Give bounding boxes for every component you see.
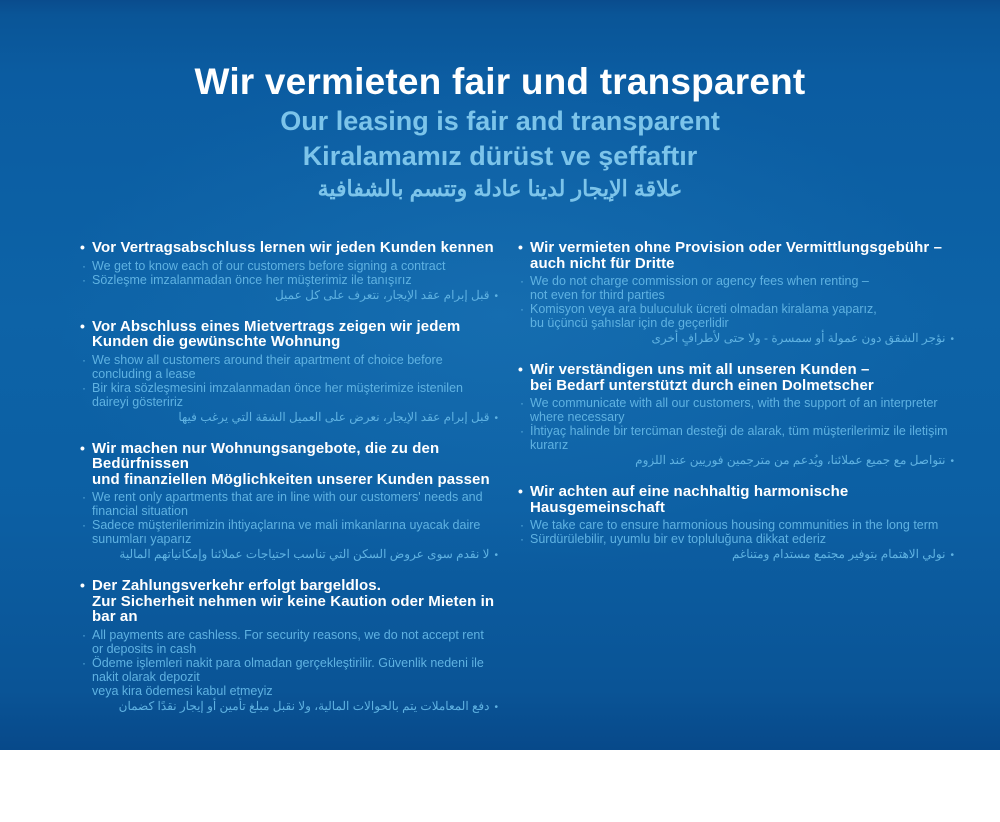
block-line-tr-cont [518, 316, 954, 330]
bullet-icon: • [518, 239, 524, 255]
bullet-icon: • [494, 290, 498, 302]
bullet-icon: • [518, 483, 524, 499]
block-line-ar [518, 453, 954, 469]
line-text: Sürdürülebilir, uyumlu bir ev topluluğuna dikkat ederiz [530, 532, 826, 546]
bullet-icon: · [520, 424, 524, 438]
line-text: veya kira ödemesi kabul etmeyiz [92, 683, 273, 698]
bullet-icon: · [82, 627, 86, 642]
bullet-icon: · [82, 518, 86, 532]
heading-text: Vor Abschluss eines Mietvertrags zeigen wir jedem [92, 317, 461, 335]
heading-text: Zur Sicherheit nehmen wir keine Kaution oder Mieten in bar an [92, 592, 495, 625]
line-text: bu üçüncü şahıslar için de geçerlidir [530, 316, 729, 330]
page-title-arabic: علاقة الإيجار لدينا عادلة وتتسم بالشفافية [317, 176, 683, 201]
block-line-ar [518, 331, 954, 347]
right-column [518, 240, 954, 730]
line-text: قبل إبرام عقد الإيجار، نتعرف على كل عميل [274, 287, 490, 302]
block-line-en-cont [518, 288, 954, 302]
block-heading-de-cont [518, 500, 954, 516]
block-heading-de-cont [80, 472, 498, 488]
heading-text: Kunden die gewünschte Wohnung [92, 333, 341, 350]
block-line-en [80, 628, 498, 656]
bullet-icon: · [82, 655, 86, 670]
block-heading-de [518, 362, 954, 378]
block-line-tr [80, 518, 498, 546]
block-line-tr [80, 656, 498, 684]
heading-text: bei Bedarf unterstützt durch einen Dolmetscher [530, 376, 874, 394]
line-text: Komisyon veya ara buluculuk ücreti olmadan kiralama yaparız, [530, 302, 877, 316]
line-text: نؤجر الشقق دون عمولة أو سمسرة - ولا حتى لأطرافٍ أخرى [651, 331, 946, 345]
line-text: We rent only apartments that are in line with our customers' needs and financial situation [92, 490, 483, 518]
bullet-icon: · [520, 532, 524, 546]
bullet-icon: • [950, 550, 954, 561]
block-line-ar [80, 410, 498, 426]
bullet-icon: · [520, 302, 524, 316]
block-heading-de-cont [80, 334, 498, 350]
bullet-icon: • [80, 439, 86, 456]
header [0, 0, 1000, 204]
block-line-tr [80, 273, 498, 287]
info-block-payments [80, 578, 498, 715]
bullet-icon: • [494, 701, 498, 713]
line-text: İhtiyaç halinde bir tercüman desteği de alarak, tüm müşterilerimiz ile iletişim kurarız [530, 424, 948, 452]
line-text: Sözleşme imzalanmadan önce her müşterimiz ile tanışırız [92, 272, 412, 287]
heading-text: Wir vermieten ohne Provision oder Vermittlungsgebühr – [530, 239, 943, 256]
bullet-icon: · [520, 396, 524, 410]
bullet-icon: · [82, 352, 86, 367]
line-text: لا نقدم سوى عروض السكن التي تناسب احتياجات عملائنا وإمكانياتهم المالية [119, 547, 490, 561]
block-line-en [80, 259, 498, 273]
block-line-en [518, 518, 954, 532]
page-title-english: Our leasing is fair and transparent [280, 106, 720, 136]
heading-text: Wir verständigen uns mit all unseren Kunden – [530, 361, 870, 378]
line-text: not even for third parties [530, 288, 665, 302]
info-block-offers [80, 441, 498, 564]
footer [0, 764, 1000, 822]
block-line-en-cont [518, 410, 954, 424]
bullet-icon: • [494, 412, 498, 424]
line-text: Ödeme işlemleri nakit para olmadan gerçekleştirilir. Güvenlik nedeni ile nakit olarak depozit [92, 655, 484, 684]
block-line-en [80, 490, 498, 518]
info-block-viewing [80, 319, 498, 426]
line-text: We do not charge commission or agency fees when renting – [530, 274, 869, 288]
bullet-icon: • [518, 361, 524, 377]
bullet-icon: • [950, 334, 954, 345]
page-title-turkish: Kiralamamız dürüst ve şeffaftır [302, 141, 698, 171]
heading-text: Vor Vertragsabschluss lernen wir jeden Kunden kennen [92, 239, 494, 256]
block-line-ar [80, 547, 498, 563]
block-line-tr-cont [80, 684, 498, 698]
block-heading-de-cont [518, 256, 954, 272]
bullet-icon: • [80, 239, 86, 255]
block-line-tr [518, 532, 954, 546]
line-text: قبل إبرام عقد الإيجار، نعرض على العميل الشقة التي يرغب فيها [178, 409, 490, 424]
bullet-icon: · [82, 258, 86, 273]
line-text: Bir kira sözleşmesini imzalanmadan önce her müşterimize istenilen daireyi gösteririz [92, 380, 463, 409]
bullet-icon: · [82, 272, 86, 287]
block-line-tr [518, 302, 954, 316]
bullet-icon: · [82, 490, 86, 504]
heading-text: Wir machen nur Wohnungsangebote, die zu den Bedürfnissen [92, 439, 440, 472]
line-text: where necessary [530, 410, 625, 424]
leg-logo [436, 764, 564, 822]
line-text: We show all customers around their apartment of choice before concluding a lease [92, 352, 443, 381]
line-text: نتواصل مع جميع عملائنا، ويُدعم من مترجمين فوريين عند اللزوم [635, 453, 946, 467]
line-text: نولي الاهتمام بتوفير مجتمع مستدام ومتناغم [732, 547, 946, 561]
block-heading-de [80, 441, 498, 472]
block-line-en [518, 274, 954, 288]
block-heading-de-cont [518, 378, 954, 394]
block-heading-de [80, 319, 498, 335]
line-text: All payments are cashless. For security reasons, we do not accept rent or deposits in cash [92, 627, 484, 656]
block-heading-de [518, 484, 954, 500]
info-block-interpreter [518, 362, 954, 469]
left-column [80, 240, 498, 730]
bullet-icon: · [82, 380, 86, 395]
heading-text: und finanziellen Möglichkeiten unserer Kunden passen [92, 470, 490, 488]
heading-text: Der Zahlungsverkehr erfolgt bargeldlos. [92, 577, 381, 594]
block-heading-de [80, 578, 498, 594]
content-columns [0, 240, 1000, 730]
block-heading-de [518, 240, 954, 256]
info-block-contract [80, 240, 498, 304]
bullet-icon: · [520, 518, 524, 532]
block-line-tr [518, 424, 954, 452]
page-title-german: Wir vermieten fair und transparent [194, 61, 806, 102]
block-line-en [80, 353, 498, 381]
line-text: Sadece müşterilerimizin ihtiyaçlarına ve mali imkanlarına uyacak daire sunumları yaparız [92, 518, 481, 546]
block-heading-de-cont [80, 594, 498, 625]
block-line-ar [518, 547, 954, 563]
block-line-tr [80, 381, 498, 409]
bullet-icon: • [80, 577, 86, 593]
bullet-icon: • [494, 550, 498, 561]
heading-text: Wir achten auf eine nachhaltig harmonische [530, 483, 849, 500]
block-line-ar [80, 288, 498, 304]
bullet-icon: • [80, 317, 86, 334]
line-text: We communicate with all our customers, with the support of an interpreter [530, 396, 938, 410]
info-block-community [518, 484, 954, 563]
line-text: We get to know each of our customers before signing a contract [92, 258, 446, 273]
info-block-no-commission [518, 240, 954, 347]
block-heading-de [80, 240, 498, 256]
block-line-en [518, 396, 954, 410]
block-line-ar [80, 699, 498, 715]
bullet-icon: · [520, 274, 524, 288]
heading-text: Hausgemeinschaft [530, 498, 665, 516]
line-text: We take care to ensure harmonious housing communities in the long term [530, 518, 939, 532]
heading-text: auch nicht für Dritte [530, 254, 675, 272]
bullet-icon: • [950, 456, 954, 467]
line-text: دفع المعاملات يتم بالحوالات المالية، ولا نقبل مبلغ تأمين أو إيجار نقدًا كضمان [118, 698, 490, 713]
